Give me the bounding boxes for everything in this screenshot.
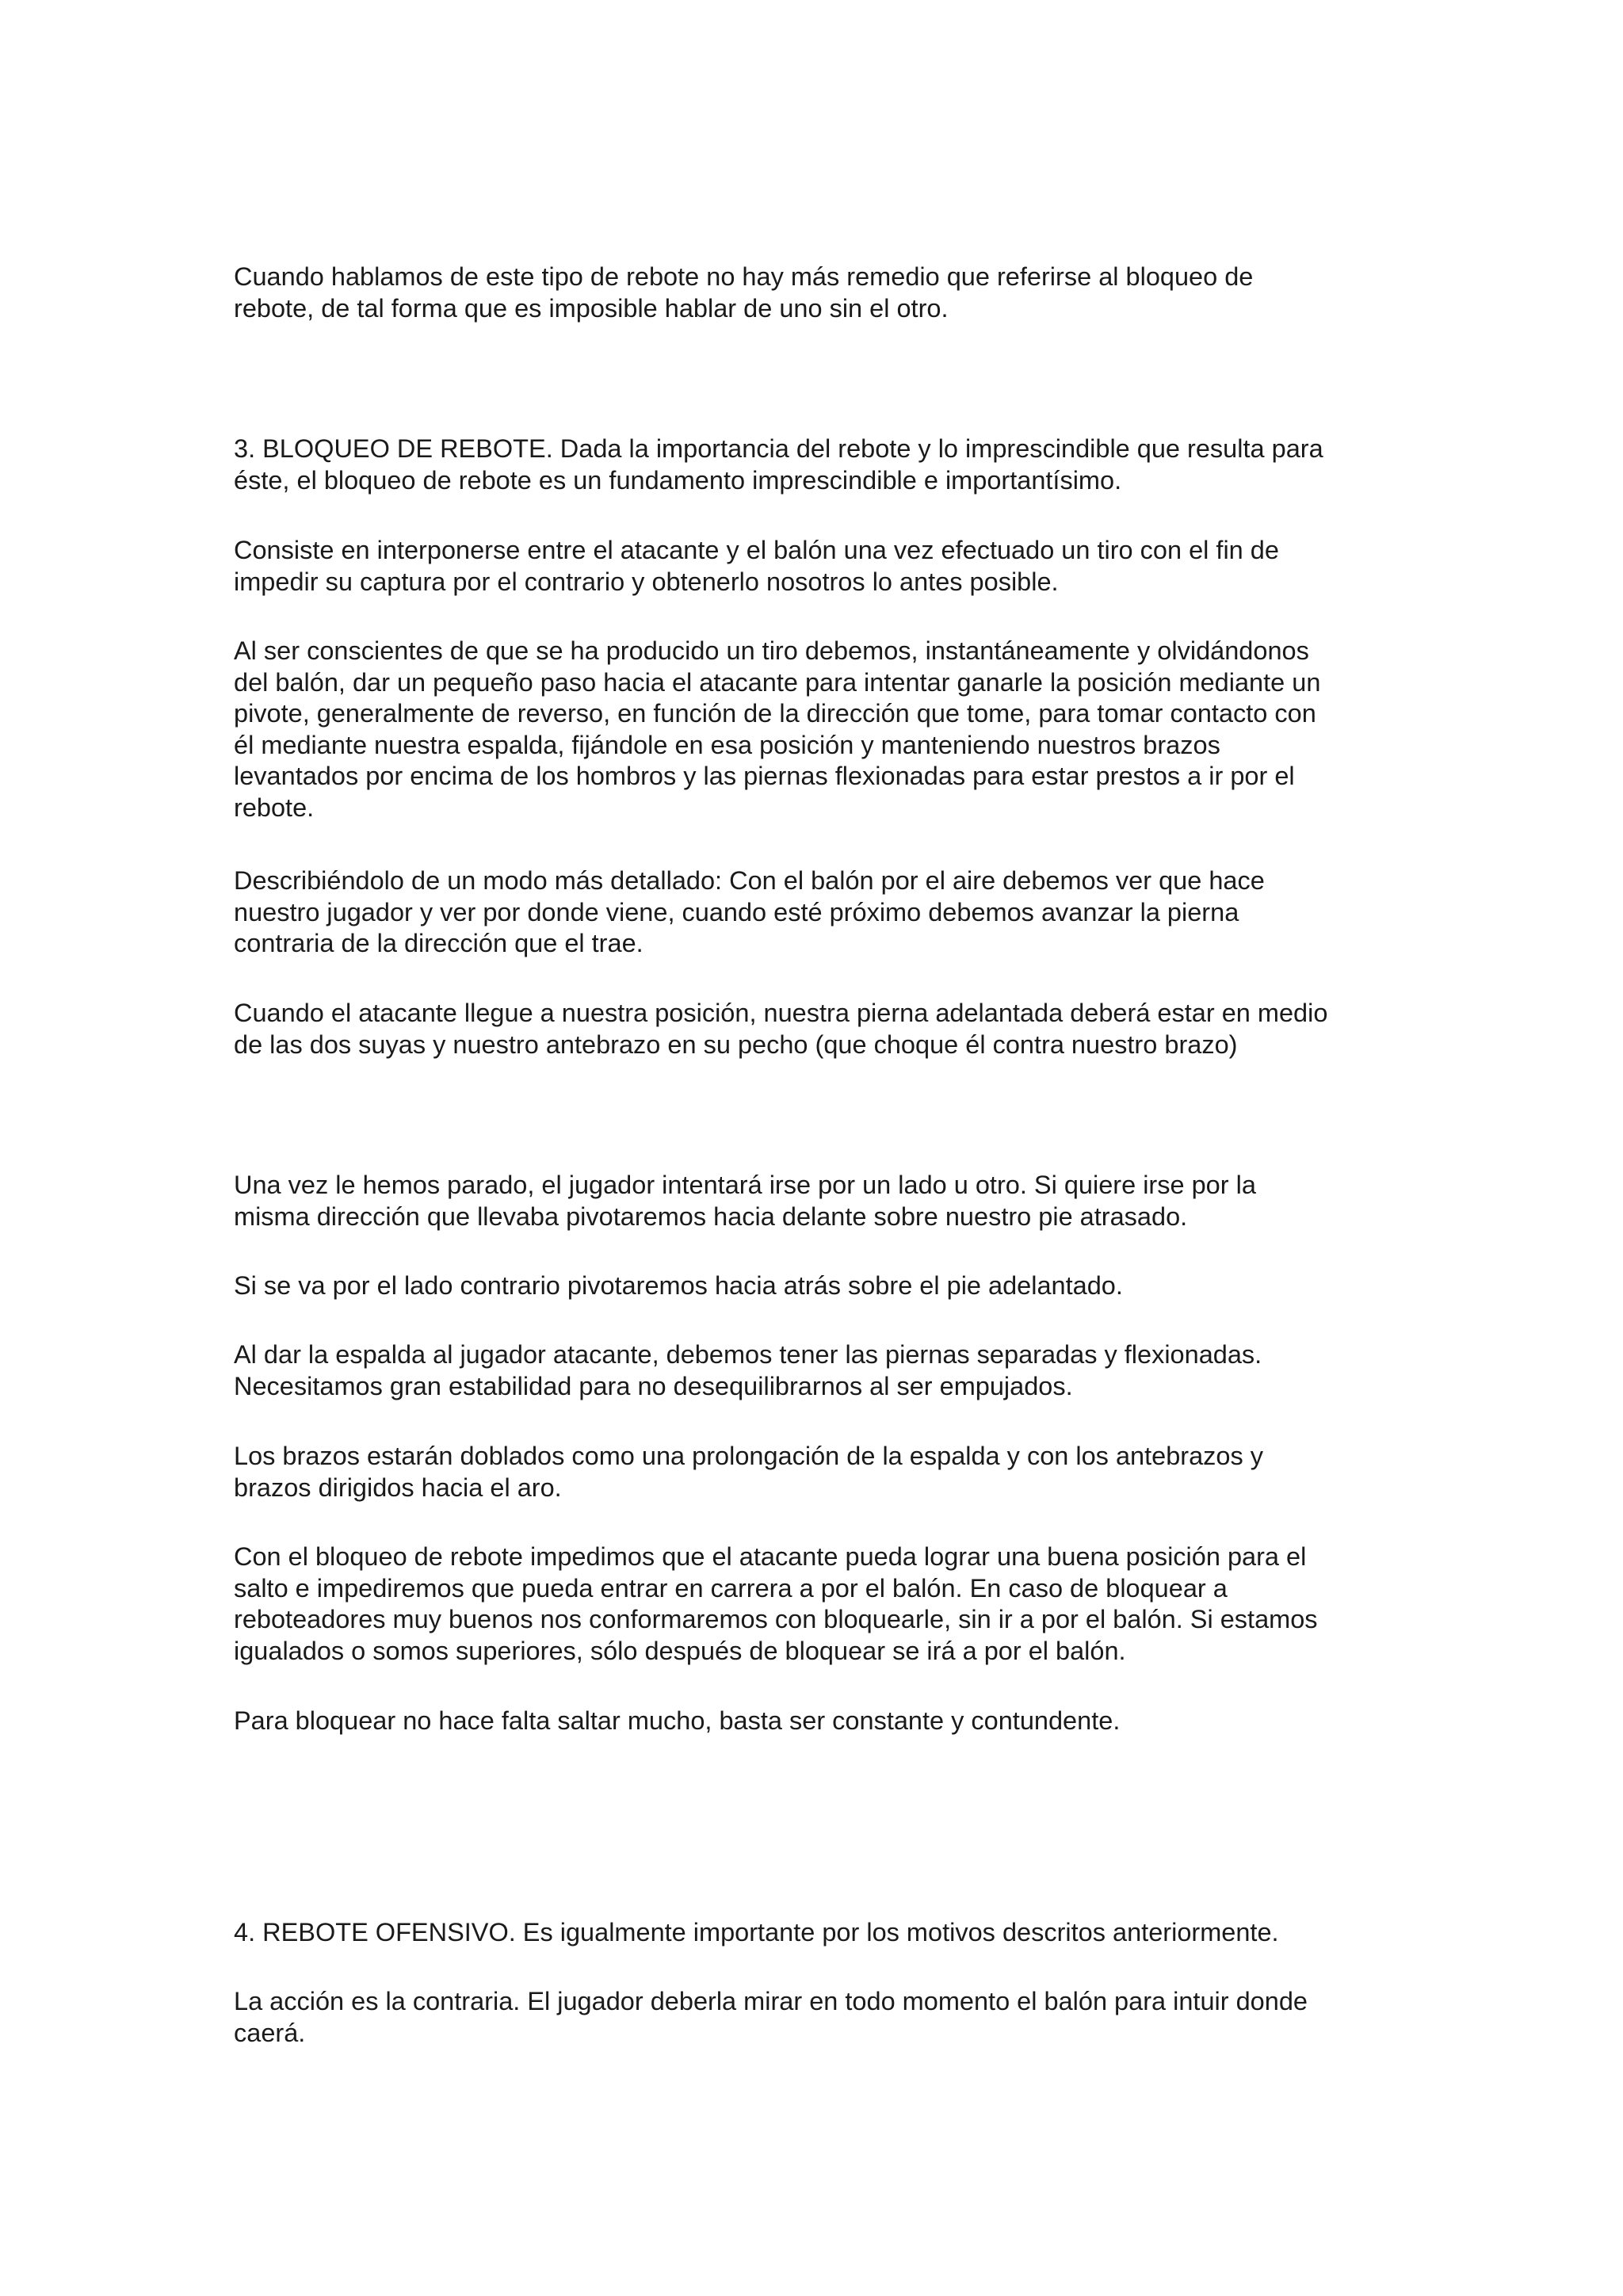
paragraph-para-bloquear: Para bloquear no hace falta saltar mucho, basta ser constante y contundente. — [234, 1706, 1121, 1735]
paragraph-al-dar-la-espalda: Al dar la espalda al jugador atacante, debemos tener las piernas separadas y flexionadas. Necesitamos gran estabilidad para no desequilibrarnos al ser empujados. — [234, 1340, 1262, 1400]
paragraph-una-vez: Una vez le hemos parado, el jugador intentará irse por un lado u otro. Si quiere irse por la misma dirección que llevaba pivotaremos hacia delante sobre nuestro pie atrasado. — [234, 1171, 1256, 1231]
paragraph-rebote-intro: Cuando hablamos de este tipo de rebote no hay más remedio que referirse al bloqueo de rebote, de tal forma que es imposible hablar de uno sin el otro. — [234, 262, 1254, 323]
paragraph-los-brazos: Los brazos estarán doblados como una prolongación de la espalda y con los antebrazos y brazos dirigidos hacia el aro. — [234, 1442, 1264, 1502]
paragraph-cuando-el-atacante: Cuando el atacante llegue a nuestra posición, nuestra pierna adelantada deberá estar en medio de las dos suyas y nuestro antebrazo en su pecho (que choque él contra nuestro brazo) — [234, 999, 1328, 1059]
paragraph-rebote-ofensivo: 4. REBOTE OFENSIVO. Es igualmente importante por los motivos descritos anteriormente. — [234, 1918, 1279, 1946]
paragraph-si-se-va: Si se va por el lado contrario pivotaremos hacia atrás sobre el pie adelantado. — [234, 1271, 1123, 1300]
paragraph-al-ser-conscientes: Al ser conscientes de que se ha producido un tiro debemos, instantáneamente y olvidándonos del balón, dar un pequeño paso hacia el atacante para intentar ganarle la posición mediante un pivote, generalmente de reverso, en función de la dirección que tome, para tomar contacto con él mediante nuestra espalda, fijándole en esa posición y manteniendo nuestros brazos levantados por encima de los hombros y las piernas flexionadas para estar prestos a ir por el rebote. — [234, 636, 1321, 822]
paragraph-bloqueo-heading: 3. BLOQUEO DE REBOTE. Dada la importancia del rebote y lo imprescindible que resulta para éste, el bloqueo de rebote es un fundamento imprescindible e importantísimo. — [234, 434, 1323, 495]
paragraph-describiendolo: Describiéndolo de un modo más detallado: Con el balón por el aire debemos ver que hace nuestro jugador y ver por donde viene, cuando esté próximo debemos avanzar la pierna contraria de la dirección que el trae. — [234, 866, 1265, 957]
paragraph-la-accion: La acción es la contraria. El jugador deberla mirar en todo momento el balón para intuir donde caerá. — [234, 1987, 1308, 2047]
paragraph-con-el-bloqueo: Con el bloqueo de rebote impedimos que el atacante pueda lograr una buena posición para el salto e impediremos que pueda entrar en carrera a por el balón. En caso de bloquear a reboteadores muy buenos nos conformaremos con bloquearle, sin ir a por el balón. Si estamos igualados o somos superiores, sólo después de bloquear se irá a por el balón. — [234, 1542, 1318, 1665]
paragraph-consiste: Consiste en interponerse entre el atacante y el balón una vez efectuado un tiro con el fin de impedir su captura por el contrario y obtenerlo nosotros lo antes posible. — [234, 536, 1279, 596]
